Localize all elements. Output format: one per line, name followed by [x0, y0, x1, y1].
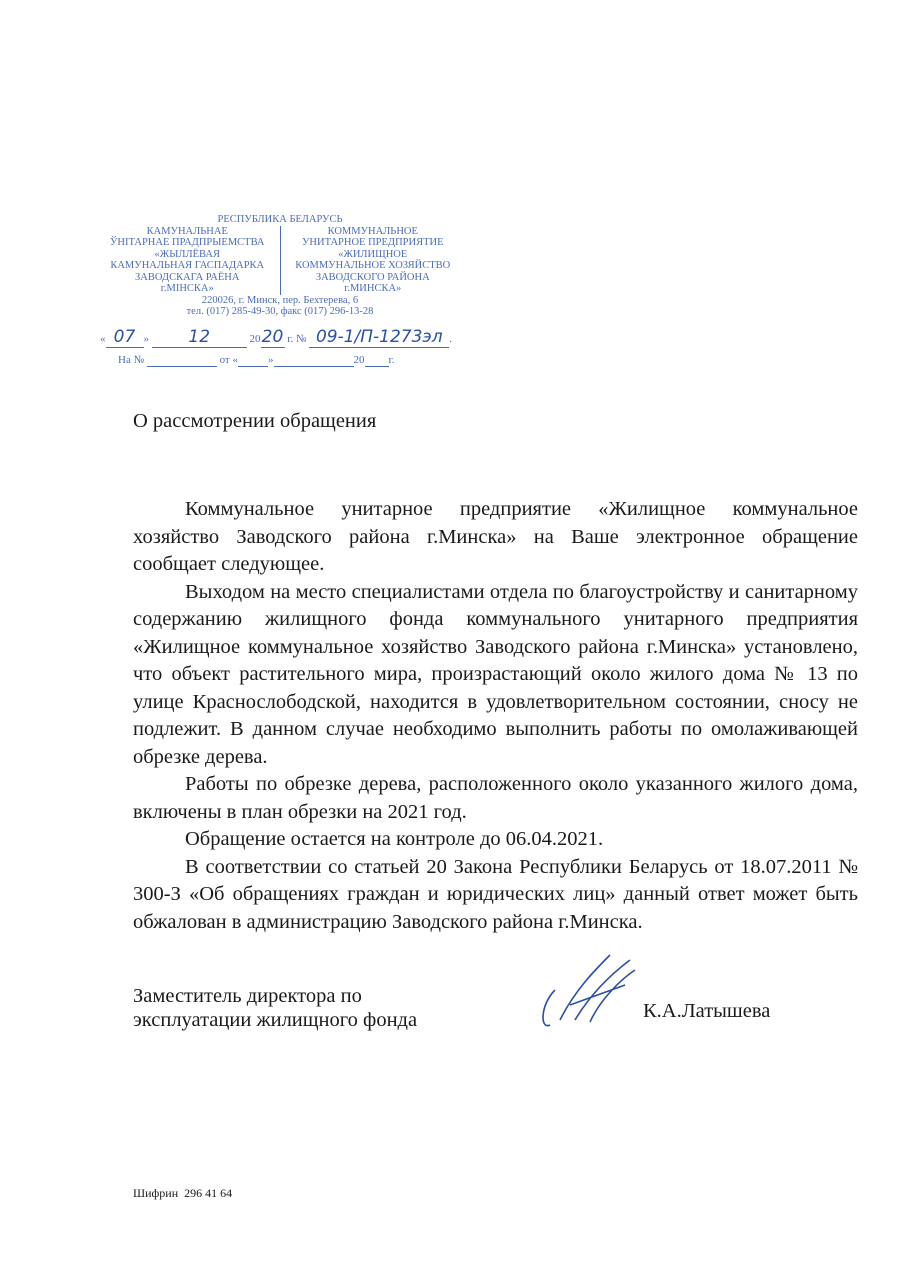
- signatory-name: К.А.Латышева: [643, 1000, 771, 1022]
- stamp-line: ЎНІТАРНАЕ ПРАДПРЫЕМСТВА: [109, 237, 265, 248]
- letter-body: [133, 496, 858, 936]
- ref-label: На №: [118, 354, 145, 366]
- ref-close: »: [268, 354, 274, 366]
- stamp-line: г.МІНСКА»: [160, 283, 214, 294]
- stamp-country: РЕСПУБЛИКА БЕЛАРУСЬ: [217, 214, 343, 225]
- stamp-belarusian: [95, 226, 281, 295]
- year-prefix: 20: [249, 333, 261, 345]
- paragraph: Работы по обрезке дерева, расположенного около указанного жилого дома, включены в план обрезки на 2021 год.: [133, 773, 858, 823]
- stamp-line: «ЖЫЛЛЁВАЯ: [154, 248, 220, 260]
- executor-name: Шифрин: [133, 1186, 179, 1200]
- reference-line: [118, 354, 395, 367]
- stamp-address: 220026, г. Минск, пер. Бехтерева, 6: [201, 294, 359, 306]
- number-label: г. №: [287, 333, 307, 345]
- letterhead-stamp: [95, 214, 465, 318]
- stamp-line: ЗАВОДСКАГА РАЁНА: [135, 271, 240, 283]
- stamp-phone: тел. (017) 285-49-30, факс (017) 296-13-28: [186, 306, 374, 317]
- date-year: 20: [261, 327, 284, 347]
- handwritten-signature: [535, 950, 645, 1030]
- paragraph: В соответствии со статьей 20 Закона Республики Беларусь от 18.07.2011 № 300-З «Об обращениях граждан и юридических лиц» данный ответ может быть обжалован в администрацию Заводского района г.Минска.: [133, 855, 858, 933]
- ref-g: г.: [388, 354, 395, 366]
- stamp-line: КОММУНАЛЬНОЕ: [327, 225, 418, 237]
- stamp-line: ЗАВОДСКОГО РАЙОНА: [315, 271, 430, 283]
- outgoing-number: 09-1/П-1273эл: [309, 327, 449, 348]
- date-month: 12: [152, 327, 247, 348]
- date-day: 07: [106, 327, 144, 348]
- signatory-position: [133, 984, 417, 1032]
- paragraph: Обращение остается на контроле до 06.04.2021.: [185, 828, 604, 850]
- stamp-line: КОММУНАЛЬНОЕ ХОЗЯЙСТВО: [295, 260, 451, 271]
- executor-phone: 296 41 64: [184, 1186, 233, 1200]
- ref-from: от «: [219, 354, 238, 366]
- executor-footer: [133, 1186, 232, 1201]
- paragraph: Выходом на место специалистами отдела по благоустройству и санитарному содержанию жилищного фонда коммунального унитарного предприятия «Жилищное коммунальное хозяйство Заводского района г.Минска» установлено, что объект растительного мира, произрастающий около жилого дома № 13 по улице Краснослободской, находится в удовлетворительном состоянии, сносу не подлежит. В данном случае необходимо выполнить работы по омолаживающей обрезке дерева.: [133, 580, 858, 768]
- stamp-line: г.МИНСКА»: [344, 283, 402, 294]
- position-line: эксплуатации жилищного фонда: [133, 1009, 418, 1031]
- outgoing-number-line: « 07 » 12 2020 г. № 09-1/П-1273эл .: [100, 327, 453, 347]
- letter-subject: О рассмотрении обращения: [133, 410, 377, 432]
- stamp-line: «ЖИЛИЩНОЕ: [338, 248, 408, 260]
- paragraph: Коммунальное унитарное предприятие «Жилищное коммунальное хозяйство Заводского района г.Минска» на Ваше электронное обращение сообщает следующее.: [133, 498, 858, 575]
- stamp-line: КАМУНАЛЬНАЕ: [146, 225, 228, 237]
- stamp-line: УНИТАРНОЕ ПРЕДПРИЯТИЕ: [301, 237, 444, 248]
- stamp-line: КАМУНАЛЬНАЯ ГАСПАДАРКА: [110, 260, 265, 271]
- position-line: Заместитель директора по: [133, 985, 362, 1007]
- ref-year: 20: [353, 354, 365, 366]
- stamp-russian: [281, 226, 466, 295]
